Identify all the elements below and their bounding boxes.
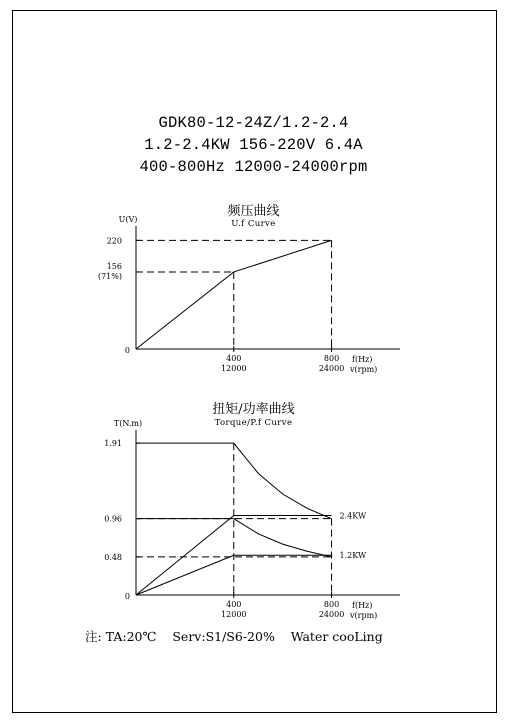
- model-number: GDK80-12-24Z/1.2-2.4: [158, 114, 349, 132]
- chart2-y-axis-label: T(N.m): [113, 419, 143, 428]
- chart1-x-tick-label-2: 24000: [318, 364, 345, 373]
- chart2-x-tick-label: 800: [323, 600, 340, 609]
- spec-power-voltage-current: 1.2-2.4KW 156-220V 6.4A: [144, 136, 363, 154]
- chart1-x-tick-label: 400: [226, 354, 242, 363]
- chart2-x2-axis-label: v(rpm): [350, 611, 378, 620]
- chart2-y-tick-label: 0.96: [104, 514, 122, 524]
- chart2-x-tick-label-2: 12000: [221, 610, 247, 619]
- chart2-power-label-1: 1.2KW: [339, 551, 367, 561]
- chart2-y-tick-label: 0.48: [104, 552, 122, 562]
- chart1-y-axis-label: U(V): [118, 215, 138, 224]
- chart1-subtitle: U.f Curve: [231, 219, 276, 229]
- chart1-x2-axis-label: v(rpm): [350, 365, 378, 374]
- chart2-subtitle: Torque/P.f Curve: [214, 418, 293, 428]
- chart2-power-label-0: 2.4KW: [339, 511, 367, 521]
- chart1-origin-label: 0: [124, 346, 130, 355]
- footer-note: 注: TA:20℃ Serv:S1/S6-20% Water cooLing: [85, 629, 383, 644]
- chart2-y-tick-label: 1.91: [104, 439, 122, 449]
- chart1-y-tick-label: 220: [106, 236, 122, 246]
- chart2-title: 扭矩/功率曲线: [212, 402, 295, 417]
- chart1-y-tick-label: 156: [106, 261, 122, 271]
- chart1-y-tick-label-2: (71%): [97, 271, 122, 281]
- spec-frequency-speed: 400-800Hz 12000-24000rpm: [139, 158, 368, 176]
- chart2-origin-label: 0: [124, 592, 130, 601]
- chart2-x-tick-label: 400: [226, 600, 242, 609]
- chart2-x-axis-label: f(Hz): [352, 601, 373, 610]
- chart1-x-tick-label-2: 12000: [221, 364, 247, 373]
- chart1-x-axis-label: f(Hz): [352, 355, 373, 364]
- chart1-x-tick-label: 800: [323, 354, 340, 363]
- chart2-x-tick-label-2: 24000: [318, 610, 345, 619]
- chart1-title: 频压曲线: [227, 204, 280, 219]
